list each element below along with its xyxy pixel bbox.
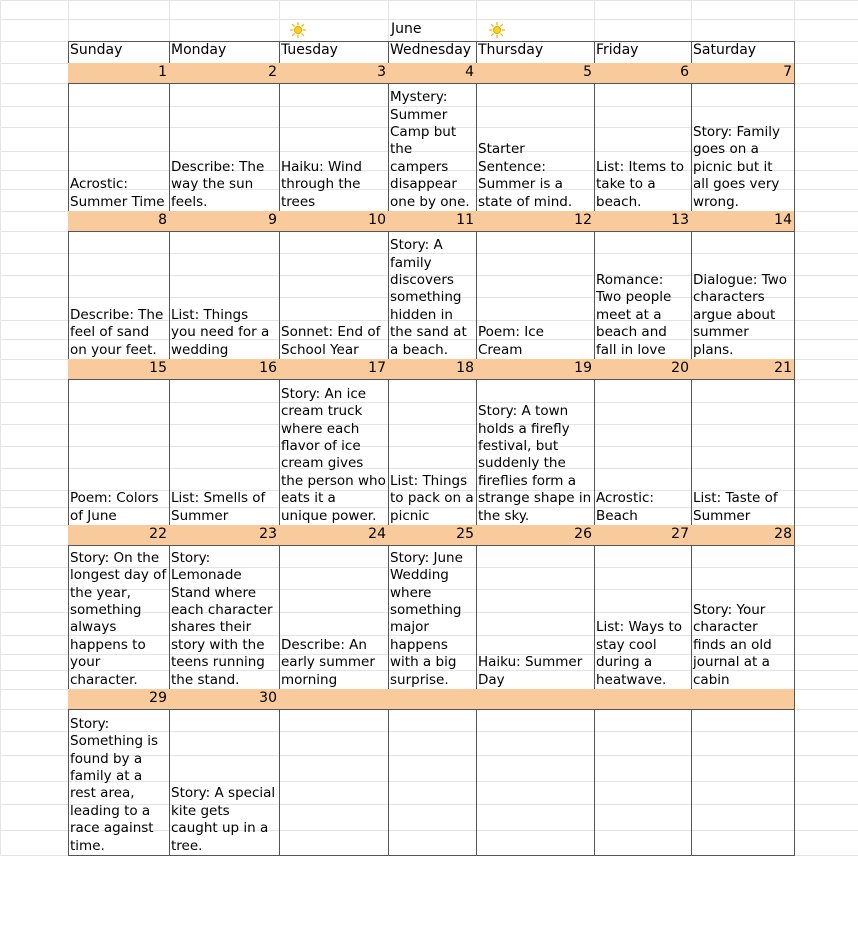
prompt-text: List: Things to pack on a picnic [390,472,474,524]
date-cell: 18 [388,359,477,380]
weekday-header: Saturday [691,41,795,64]
prompt-text: Story: An ice cream truck where each flavor of ice cream gives the person who eats it a unique power. [281,385,386,524]
prompt-cell [169,709,280,856]
date-cell: 21 [691,359,795,380]
sun-core [493,26,501,34]
prompt-cell [68,379,170,526]
date-cell: 6 [594,63,692,84]
prompt-cell [476,545,595,690]
prompt-text: List: Things you need for a wedding [171,306,270,358]
weekday-header: Tuesday [279,41,389,64]
date-cell: 23 [169,525,280,546]
prompt-cell [476,379,595,526]
prompt-text: List: Taste of Summer [693,490,778,524]
prompt-text: Poem: Colors of June [70,490,159,524]
prompt-cell [594,231,692,360]
prompt-cell [169,545,280,690]
prompt-text: Acrostic: Beach [596,490,654,524]
date-cell: 8 [68,211,170,232]
prompt-cell [388,709,477,856]
prompt-cell [279,231,389,360]
date-cell: 17 [279,359,389,380]
date-cell: 4 [388,63,477,84]
date-cell: 24 [279,525,389,546]
prompt-text: Story: June Wedding where something major happens with a big surprise. [390,549,463,688]
prompt-text: Poem: Ice Cream [478,324,544,358]
weekday-header: Thursday [476,41,595,64]
date-cell [279,689,389,710]
prompt-cell [169,231,280,360]
prompt-text: Describe: An early summer morning [281,636,375,688]
date-cell: 30 [169,689,280,710]
date-cell: 22 [68,525,170,546]
date-cell: 29 [68,689,170,710]
prompt-cell [279,83,389,212]
sun-core [294,26,302,34]
date-cell: 26 [476,525,595,546]
date-cell: 7 [691,63,795,84]
date-cell: 15 [68,359,170,380]
sun-icon [290,22,306,38]
date-cell: 20 [594,359,692,380]
prompt-cell [279,545,389,690]
prompt-cell [476,231,595,360]
prompt-text: Story: A town holds a firefly festival, but suddenly the fireflies form a strange shape in the sky. [478,403,592,524]
prompt-cell [594,83,692,212]
prompt-text: Starter Sentence: Summer is a state of mind. [478,141,573,210]
prompt-cell [68,545,170,690]
date-cell: 19 [476,359,595,380]
date-cell: 2 [169,63,280,84]
prompt-cell [388,231,477,360]
prompt-text: Story: Family goes on a picnic but it all goes very wrong. [693,123,780,210]
grid-row-line [0,19,858,20]
prompt-text: Acrostic: Summer Time [70,176,165,210]
prompt-cell [68,231,170,360]
date-cell: 10 [279,211,389,232]
prompt-cell [169,379,280,526]
prompt-text: Story: A special kite gets caught up in a tree. [171,785,276,854]
prompt-cell [388,545,477,690]
prompt-text: Haiku: Wind through the trees [281,158,362,210]
prompt-cell [691,545,795,690]
prompt-cell [594,709,692,856]
prompt-cell [594,379,692,526]
prompt-text: List: Smells of Summer [171,490,266,524]
date-cell: 13 [594,211,692,232]
prompt-cell [388,379,477,526]
prompt-text: Story: A family discovers something hidden in the sand at a beach. [390,237,467,358]
prompt-cell [691,379,795,526]
prompt-text: List: Items to take to a beach. [596,158,685,210]
prompt-cell [279,379,389,526]
prompt-text: Story: Your character finds an old journal at a cabin [693,601,772,688]
date-cell: 11 [388,211,477,232]
prompt-cell [476,83,595,212]
weekday-header: Wednesday [388,41,477,64]
prompt-cell [169,83,280,212]
date-cell: 9 [169,211,280,232]
prompt-text: Describe: The feel of sand on your feet. [70,306,164,358]
weekday-header: Sunday [68,41,170,64]
grid-col-line [0,0,1,855]
prompt-text: Sonnet: End of School Year [281,324,381,358]
date-cell: 25 [388,525,477,546]
prompt-text: Describe: The way the sun feels. [171,158,265,210]
date-cell: 27 [594,525,692,546]
date-cell: 5 [476,63,595,84]
prompt-cell [388,83,477,212]
prompt-text: Haiku: Summer Day [478,654,583,688]
prompt-cell [691,231,795,360]
prompt-cell [279,709,389,856]
prompt-text: Story: Something is found by a family at a rest area, leading to a race against time. [70,715,159,854]
prompt-text: Romance: Two people meet at a beach and fall in love [596,271,672,358]
prompt-cell [691,709,795,856]
prompt-cell [594,545,692,690]
prompt-cell [691,83,795,212]
weekday-header: Monday [169,41,280,64]
prompt-text: Story: On the longest day of the year, something always happens to your character. [70,549,167,688]
prompt-text: List: Ways to stay cool during a heatwave. [596,619,683,688]
prompt-cell [68,709,170,856]
prompt-cell [68,83,170,212]
date-cell [691,689,795,710]
date-cell [476,689,595,710]
date-cell: 3 [279,63,389,84]
date-cell: 14 [691,211,795,232]
date-cell: 1 [68,63,170,84]
month-title: June [391,21,422,37]
sun-icon [489,22,505,38]
date-cell [594,689,692,710]
date-cell [388,689,477,710]
prompt-cell [476,709,595,856]
weekday-header: Friday [594,41,692,64]
prompt-text: Story: Lemonade Stand where each character shares their story with the teens running the stand. [171,549,273,688]
date-cell: 12 [476,211,595,232]
prompt-text: Dialogue: Two characters argue about summer plans. [693,271,788,358]
date-cell: 16 [169,359,280,380]
date-cell: 28 [691,525,795,546]
grid-row-line [0,0,858,1]
prompt-text: Mystery: Summer Camp but the campers disappear one by one. [390,89,470,210]
